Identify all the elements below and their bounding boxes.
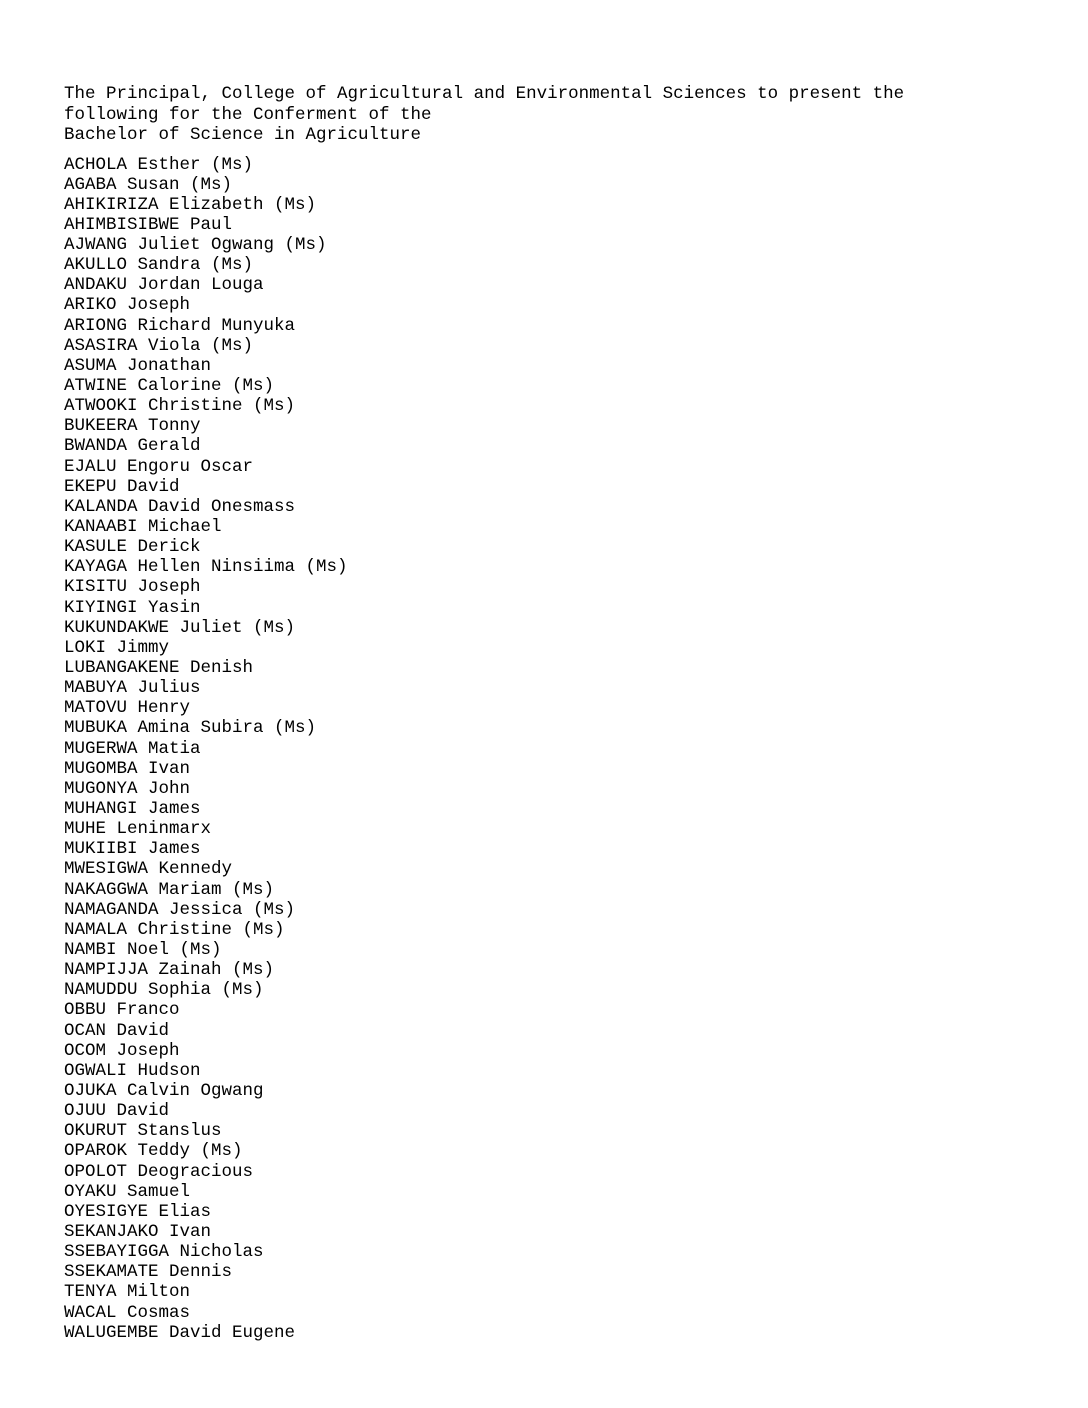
graduand-name: OJUU David [64,1101,170,1122]
graduand-name: MUHE Leninmarx [64,819,212,840]
graduand-name: KALANDA David Onesmass [64,496,296,517]
graduand-name: OCAN David [64,1020,170,1041]
heading-line-3: Bachelor of Science in Agriculture [64,125,422,145]
heading-line-2: following for the Conferment of the [64,104,432,125]
graduand-name: BUKEERA Tonny [64,416,201,437]
graduand-name: AKULLO Sandra (Ms) [64,255,254,276]
document-page [64,84,1064,1343]
graduand-name: WALUGEMBE David Eugene [64,1322,296,1343]
graduand-name: OKURUT Stanslus [64,1121,222,1142]
graduand-name: NAMALA Christine (Ms) [64,919,285,940]
graduand-name: LUBANGAKENE Denish [64,658,254,679]
graduand-name: NAMAGANDA Jessica (Ms) [64,899,296,920]
graduand-name: MABUYA Julius [64,678,201,699]
graduand-name: MUKIIBI James [64,839,201,860]
graduand-name: AGABA Susan (Ms) [64,174,233,195]
graduand-name: AHIKIRIZA Elizabeth (Ms) [64,194,317,215]
heading-line-1: The Principal, College of Agricultural and Environmental Sciences to present the [64,84,905,104]
graduand-name: SSEKAMATE Dennis [64,1262,233,1283]
graduand-name: KUKUNDAKWE Juliet (Ms) [64,617,296,638]
graduand-name: MUGONYA John [64,778,191,799]
graduand-name: MUGERWA Matia [64,738,201,759]
graduand-list [64,155,1064,1343]
graduand-name: KANAABI Michael [64,517,222,538]
graduand-name: ANDAKU Jordan Louga [64,275,264,296]
graduand-name: ARIONG Richard Munyuka [64,315,296,336]
graduand-name: TENYA Milton [64,1282,191,1303]
graduand-name: MUHANGI James [64,799,201,819]
graduand-name: NAKAGGWA Mariam (Ms) [64,879,275,900]
presentation-heading [64,84,1064,146]
graduand-name: MUBUKA Amina Subira (Ms) [64,718,317,739]
graduand-name: OGWALI Hudson [64,1060,201,1081]
graduand-name: KAYAGA Hellen Ninsiima (Ms) [64,557,348,578]
graduand-name: NAMPIJJA Zainah (Ms) [64,960,275,981]
graduand-name: OPAROK Teddy (Ms) [64,1141,243,1162]
graduand-name: LOKI Jimmy [64,637,170,658]
graduand-name: EKEPU David [64,476,180,497]
graduand-name: OPOLOT Deogracious [64,1161,254,1182]
graduand-name: OYAKU Samuel [64,1181,191,1202]
graduand-name: OJUKA Calvin Ogwang [64,1080,264,1101]
graduand-name: BWANDA Gerald [64,436,201,457]
graduand-name: NAMBI Noel (Ms) [64,939,222,960]
graduand-name: ARIKO Joseph [64,295,191,316]
graduand-name: KASULE Derick [64,537,201,558]
graduand-name: ASASIRA Viola (Ms) [64,335,254,356]
graduand-name: AJWANG Juliet Ogwang (Ms) [64,235,327,256]
graduand-name: MUGOMBA Ivan [64,758,191,779]
graduand-name: ASUMA Jonathan [64,355,212,376]
graduand-name: OCOM Joseph [64,1040,180,1061]
graduand-name: EJALU Engoru Oscar [64,456,254,477]
graduand-name: SSEBAYIGGA Nicholas [64,1242,264,1263]
graduand-name: ACHOLA Esther (Ms) [64,154,254,175]
graduand-name: KISITU Joseph [64,577,201,598]
graduand-name: WACAL Cosmas [64,1302,191,1323]
graduand-name: OBBU Franco [64,1000,180,1021]
graduand-name: SEKANJAKO Ivan [64,1221,212,1242]
graduand-name: ATWOOKI Christine (Ms) [64,396,296,417]
graduand-name: AHIMBISIBWE Paul [64,214,233,235]
graduand-name: OYESIGYE Elias [64,1201,212,1222]
graduand-name: MATOVU Henry [64,698,191,719]
graduand-name: MWESIGWA Kennedy [64,859,233,880]
graduand-name: ATWINE Calorine (Ms) [64,376,275,397]
graduand-name: NAMUDDU Sophia (Ms) [64,980,264,1001]
graduand-name: KIYINGI Yasin [64,597,201,618]
